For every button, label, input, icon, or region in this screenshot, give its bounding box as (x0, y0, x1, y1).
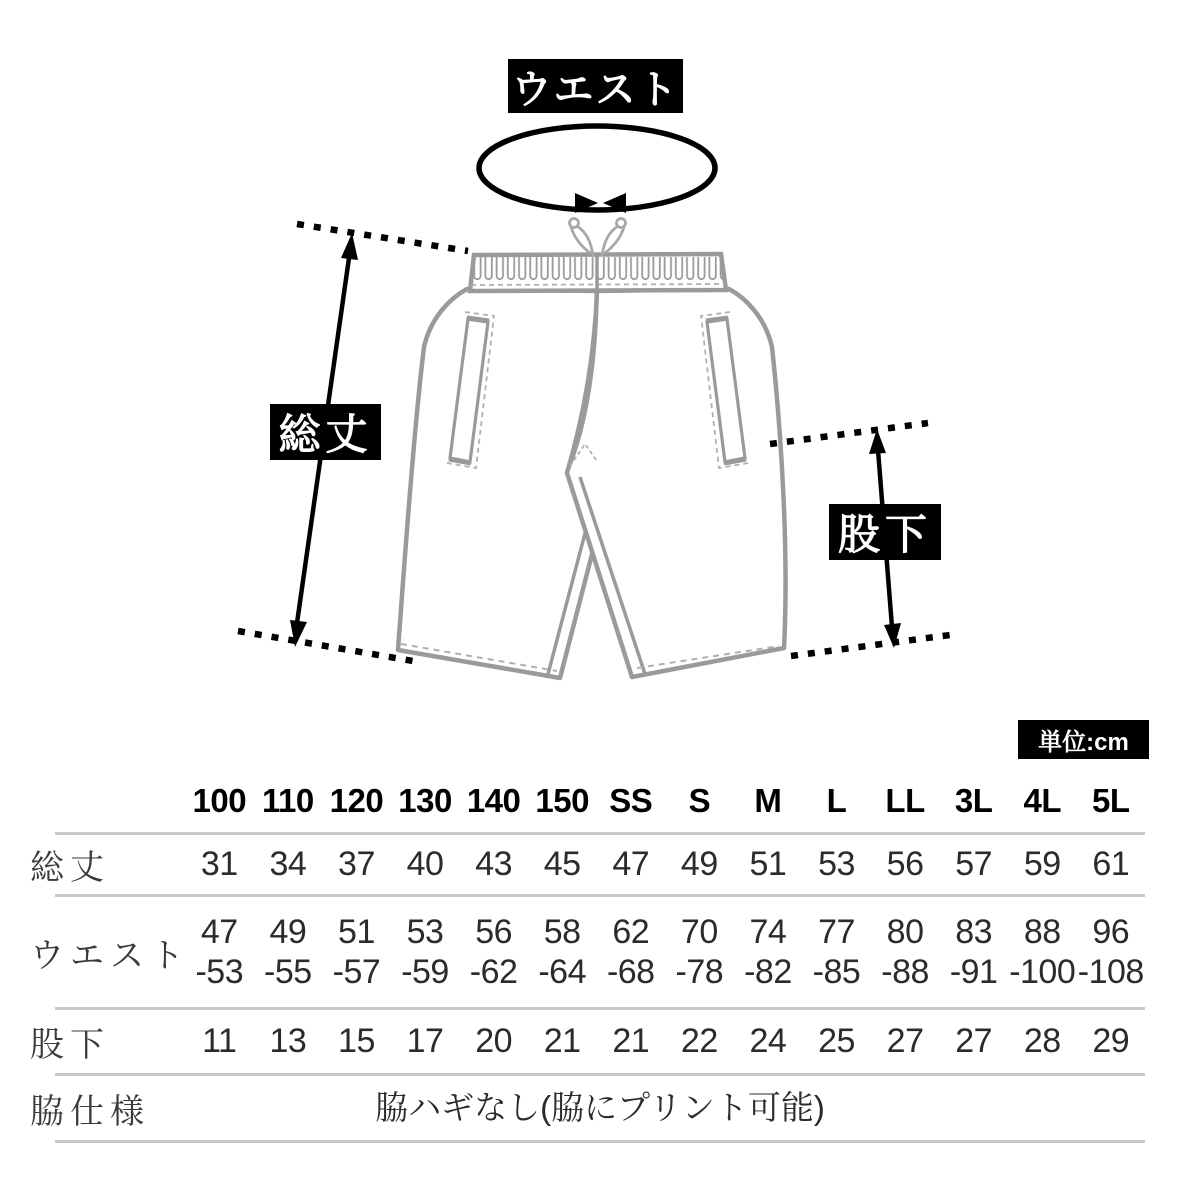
waist-measure-label: ウエスト (508, 59, 683, 113)
size-value-line: 62 (612, 913, 650, 951)
size-column-header: 120 (329, 782, 384, 819)
measure-row-side_spec (30, 1076, 1145, 1140)
size-value-cell (254, 912, 323, 992)
size-column-header: LL (885, 782, 925, 819)
size-value-line: 88 (1023, 913, 1061, 951)
size-value-line: -82 (744, 953, 792, 991)
size-value-cell (802, 912, 871, 992)
size-value-line: 51 (338, 913, 375, 951)
size-column-header: M (754, 782, 782, 819)
size-value-cell (391, 912, 460, 992)
size-column-header: L (826, 782, 847, 819)
size-value-line: 80 (886, 913, 924, 951)
size-value-line: 58 (543, 913, 581, 951)
row-label-side_spec: 脇仕様 (30, 1092, 150, 1131)
row-label-inseam: 股下 (30, 1026, 110, 1064)
size-chart-table (0, 770, 1200, 1200)
size-value-line: -78 (675, 953, 724, 991)
size-value-cell: 53 (818, 845, 855, 883)
size-value-cell (871, 912, 940, 992)
measure-row-waist (30, 897, 1145, 1007)
size-value-cell: 17 (406, 1022, 444, 1060)
size-value-cell: 59 (1023, 845, 1061, 883)
size-value-line: -88 (881, 953, 929, 991)
size-column-header: 150 (535, 782, 589, 819)
size-value-cell: 22 (680, 1022, 718, 1060)
waist-measure-ellipse (479, 126, 715, 213)
size-header-row (30, 770, 1145, 832)
size-value-cell: 15 (338, 1022, 375, 1060)
size-value-cell (1008, 912, 1077, 992)
size-value-cell: 43 (475, 845, 513, 883)
size-column-header: 5L (1092, 782, 1130, 819)
shorts-illustration (398, 219, 786, 679)
size-value-line: -57 (332, 953, 381, 991)
size-column-header: 100 (192, 782, 247, 819)
size-value-cell: 28 (1023, 1022, 1061, 1060)
size-column-header: SS (609, 782, 653, 819)
size-value-cell: 13 (269, 1022, 307, 1060)
arrow-up-icon (341, 233, 358, 260)
drawstring (570, 219, 626, 257)
table-divider (55, 1140, 1145, 1143)
size-value-line: 77 (818, 913, 855, 951)
size-column-header: 3L (954, 782, 993, 819)
size-value-cell: 21 (612, 1022, 650, 1060)
size-value-cell: 61 (1092, 845, 1130, 883)
size-value-cell: 25 (818, 1022, 855, 1060)
size-column-header: 4L (1023, 782, 1061, 819)
size-value-cell: 20 (475, 1022, 513, 1060)
size-value-line: 49 (269, 913, 307, 951)
size-value-line: 70 (680, 913, 718, 951)
size-value-line: 83 (955, 913, 993, 951)
size-column-header: 140 (466, 782, 521, 819)
size-value-line: 47 (200, 913, 238, 951)
size-value-line: -64 (538, 953, 586, 991)
measure-row-total_length (30, 835, 1145, 894)
size-column-header: S (688, 782, 711, 819)
size-value-line: -59 (401, 953, 449, 991)
row-label-total_length: 総丈 (30, 849, 110, 887)
inseam-measure-label: 股下 (829, 504, 941, 560)
size-value-cell (596, 912, 665, 992)
size-value-line: -91 (949, 953, 998, 991)
size-value-cell: 34 (269, 845, 307, 883)
size-value-cell: 37 (338, 845, 375, 883)
size-column-header: 130 (398, 782, 452, 819)
size-value-cell (665, 912, 734, 992)
size-value-line: -100 (1009, 953, 1076, 991)
size-value-line: 74 (749, 913, 787, 951)
size-value-cell: 40 (406, 845, 444, 883)
size-value-cell: 11 (202, 1022, 237, 1060)
row-label-waist: ウエスト (30, 936, 190, 975)
size-value-line: -85 (812, 953, 861, 991)
size-value-cell (459, 912, 528, 992)
size-value-cell: 47 (612, 845, 650, 883)
size-value-line: 56 (475, 913, 513, 951)
shorts-right-leg (567, 289, 786, 677)
size-value-cell: 45 (543, 845, 581, 883)
size-value-cell (322, 912, 391, 992)
size-column-header: 110 (261, 782, 314, 819)
side-spec-note: 脇ハギなし(脇にプリント可能) (375, 1089, 825, 1126)
size-value-cell: 56 (886, 845, 924, 883)
size-value-cell: 24 (749, 1022, 787, 1060)
size-value-line: -108 (1077, 953, 1144, 991)
size-value-cell: 57 (955, 845, 993, 883)
size-value-cell (734, 912, 803, 992)
size-value-cell (1077, 912, 1146, 992)
size-value-cell: 29 (1092, 1022, 1130, 1060)
size-value-cell: 27 (886, 1022, 924, 1060)
size-value-cell (185, 912, 254, 992)
waistband (470, 254, 726, 291)
size-value-cell: 49 (680, 845, 718, 883)
size-value-cell: 21 (543, 1022, 581, 1060)
size-value-cell (528, 912, 597, 992)
size-value-line: 96 (1092, 913, 1130, 951)
size-value-cell: 27 (955, 1022, 993, 1060)
size-value-line: 53 (406, 913, 444, 951)
unit-badge: 単位:cm (1018, 720, 1149, 759)
measure-row-inseam (30, 1010, 1145, 1073)
total-length-measure-label: 総丈 (270, 404, 381, 460)
size-value-cell: 51 (749, 845, 787, 883)
size-value-cell: 31 (200, 845, 238, 883)
size-value-line: -53 (195, 953, 244, 991)
size-value-line: -68 (606, 953, 655, 991)
size-value-line: -62 (469, 953, 518, 991)
size-value-cell (939, 912, 1008, 992)
size-value-line: -55 (264, 953, 312, 991)
